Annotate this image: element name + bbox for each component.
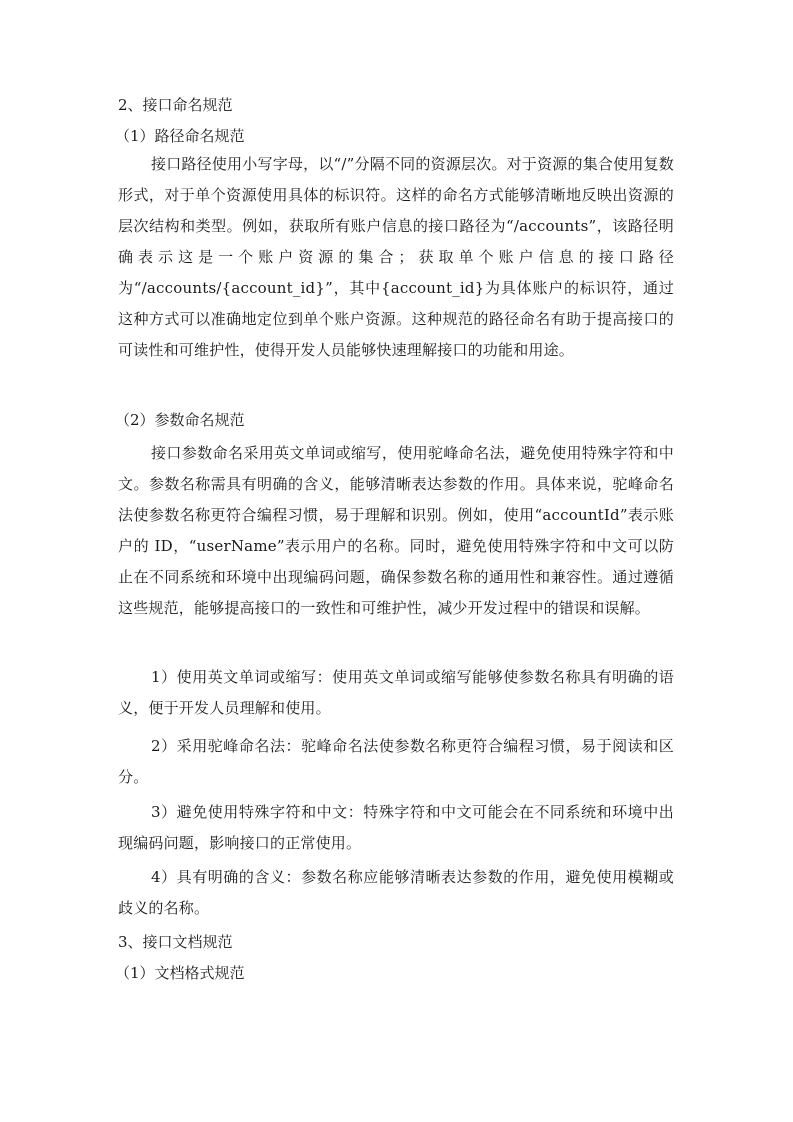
param-naming-heading: （2）参数命名规范	[115, 411, 245, 429]
path-naming-heading: （1）路径命名规范	[115, 127, 245, 145]
doc-format-heading: （1）文档格式规范	[115, 964, 245, 982]
param-rule-item: 3）避免使用特殊字符和中文：特殊字符和中文可能会在不同系统和环境中出现编码问题，影响接口的正常使用。	[118, 803, 674, 852]
param-rule-item: 2）采用驼峰命名法：驼峰命名法使参数名称更符合编程习惯，易于阅读和区分。	[118, 737, 674, 786]
path-naming-paragraph: 接口路径使用小写字母，以“/”分隔不同的资源层次。对于资源的集合使用复数形式，对于单个资源使用具体的标识符。这样的命名方式能够清晰地反映出资源的层次结构和类型。例如，获取所有账户信息的接口路径为“/accounts”，该路径明确表示这是一个账户资源的集合；获取单个账户信息的接口路径为“/accounts/{account_id}”，其中{account_id}为具体账户的标识符，通过这种方式可以准确地定位到单个账户资源。这种规范的路径命名有助于提高接口的可读性和可维护性，使得开发人员能够快速理解接口的功能和用途。	[118, 155, 674, 359]
section-2-heading: 2、接口命名规范	[118, 96, 233, 114]
param-rule-item: 1）使用英文单词或缩写：使用英文单词或缩写能够使参数名称具有明确的语义，便于开发人员理解和使用。	[118, 668, 674, 717]
section-3-heading: 3、接口文档规范	[118, 933, 233, 951]
param-naming-paragraph: 接口参数命名采用英文单词或缩写，使用驼峰命名法，避免使用特殊字符和中文。参数名称需具有明确的含义，能够清晰表达参数的作用。具体来说，驼峰命名法使参数名称更符合编程习惯，易于理解和识别。例如，使用“accountId”表示账户的 ID，“userName”表示用户的名称。同时，避免使用特殊字符和中文可以防止在不同系统和环境中出现编码问题，确保参数名称的通用性和兼容性。通过遵循这些规范，能够提高接口的一致性和可维护性，减少开发过程中的错误和误解。	[118, 444, 674, 617]
param-rule-item: 4）具有明确的含义：参数名称应能够清晰表达参数的作用，避免使用模糊或歧义的名称。	[118, 868, 674, 917]
